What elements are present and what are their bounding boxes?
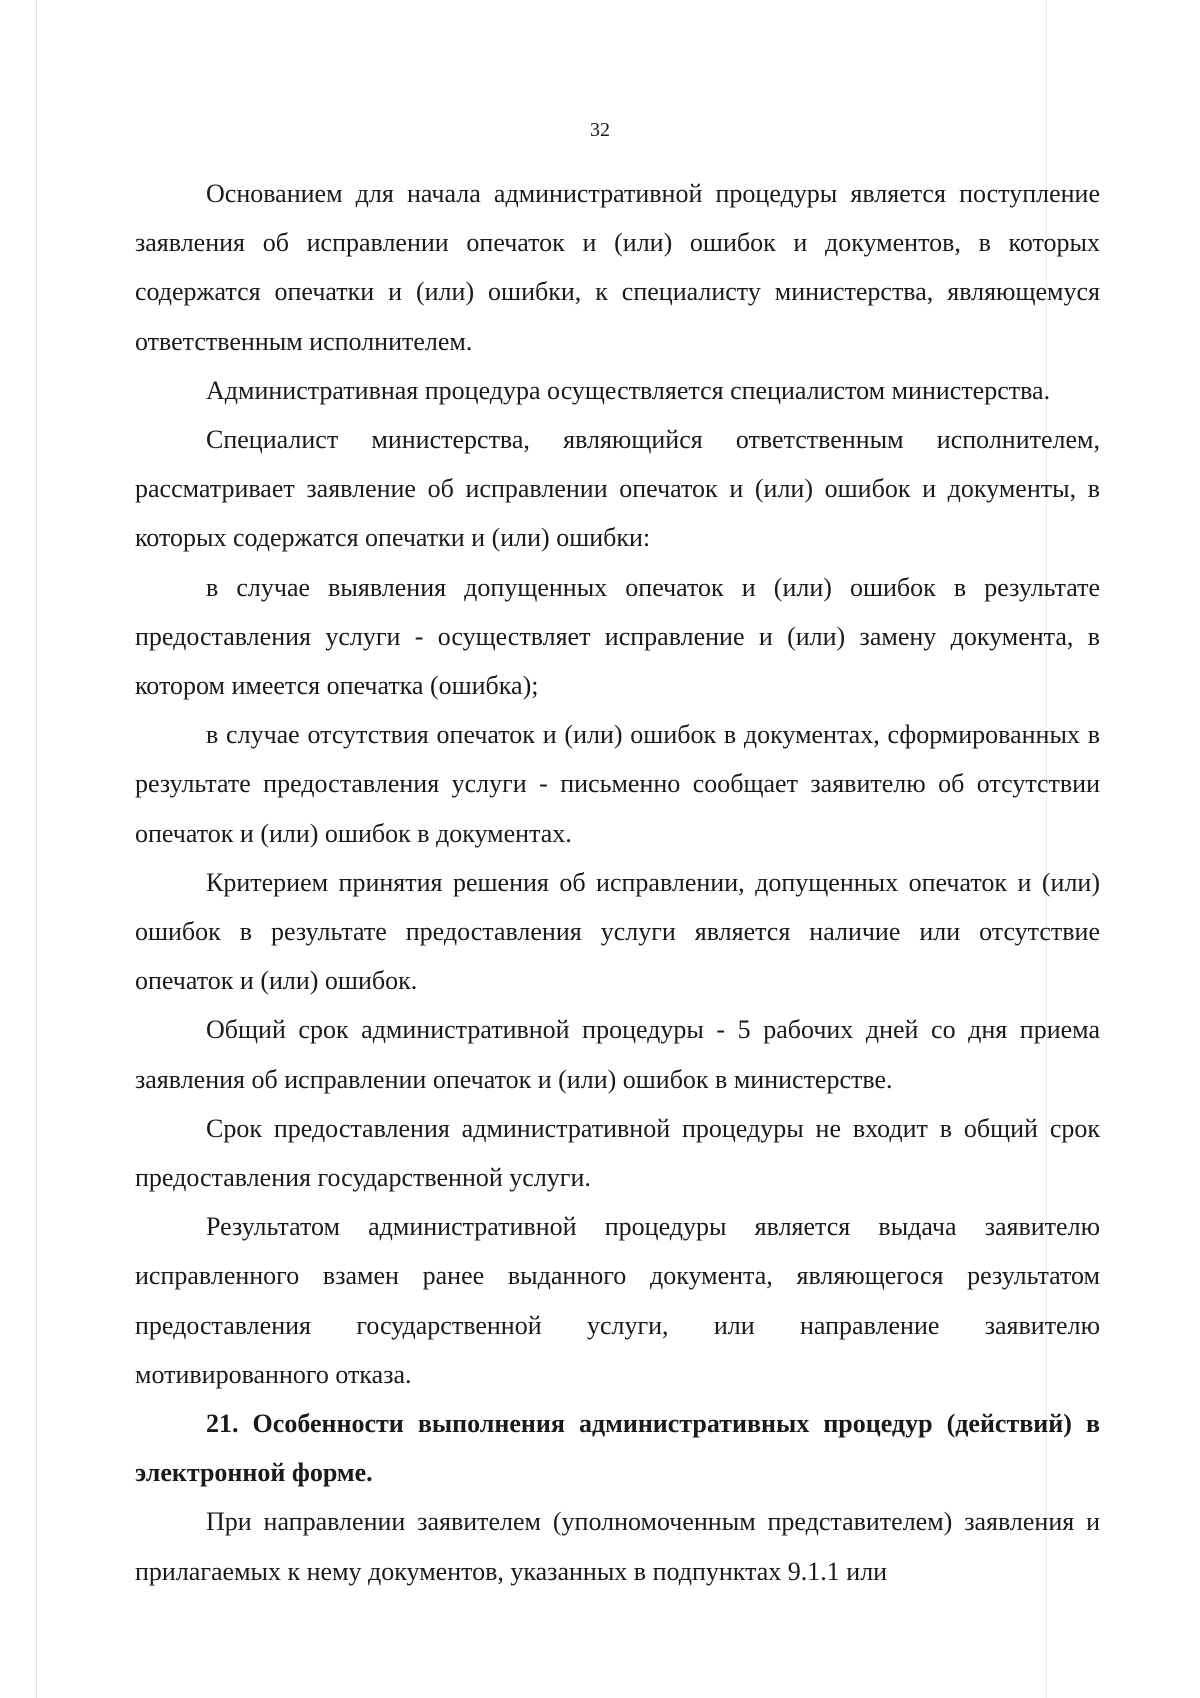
paragraph-procedure-performer: Административная процедура осуществляется специалистом министерства. bbox=[206, 375, 1051, 405]
paragraph-basis: Основанием для начала административной процедуры является поступление заявления об исправлении опечаток и (или) ошибок и документов, в которых содержатся опечатки и (или) ошибки, к специалисту министерства, являющемуся ответственным исполнителем. bbox=[135, 179, 1100, 356]
paragraph-decision-criterion: Критерием принятия решения об исправлении, допущенных опечаток и (или) ошибок в результате предоставления услуги является наличие или отсутствие опечаток и (или) ошибок. bbox=[135, 867, 1100, 996]
paragraph-term-exclusion: Срок предоставления административной процедуры не входит в общий срок предоставления государственной услуги. bbox=[135, 1113, 1100, 1193]
paragraph-no-errors: в случае отсутствия опечаток и (или) ошибок в документах, сформированных в результате предоставления услуги - письменно сообщает заявителю об отсутствии опечаток и (или) ошибок в документах. bbox=[135, 720, 1100, 848]
scan-edge-left bbox=[36, 0, 37, 1698]
document-body bbox=[135, 169, 1100, 1596]
paragraph-errors-found: в случае выявления допущенных опечаток и (или) ошибок в результате предоставления услуги - осуществляет исправление и (или) замену документа, в котором имеется опечатка (ошибка); bbox=[135, 572, 1100, 701]
paragraph-specialist-review: Специалист министерства, являющийся ответственным исполнителем, рассматривает заявление об исправлении опечаток и (или) ошибок и документы, в которых содержатся опечатки и (или) ошибки: bbox=[135, 425, 1100, 553]
section-heading: 21. Особенности выполнения административных процедур (действий) в электронной форме. bbox=[135, 1409, 1100, 1488]
paragraph-electronic-submission: При направлении заявителем (уполномоченным представителем) заявления и прилагаемых к нему документов, указанных в подпунктах 9.1.1 или bbox=[135, 1507, 1100, 1586]
paragraph-result: Результатом административной процедуры является выдача заявителю исправленного взамен ранее выданного документа, являющегося результатом предоставления государственной услуги, или направление заявителю мотивированного отказа. bbox=[135, 1212, 1100, 1389]
paragraph-total-term: Общий срок административной процедуры - 5 рабочих дней со дня приема заявления об исправлении опечаток и (или) ошибок в министерстве. bbox=[135, 1015, 1100, 1094]
page-number: 32 bbox=[590, 119, 610, 141]
